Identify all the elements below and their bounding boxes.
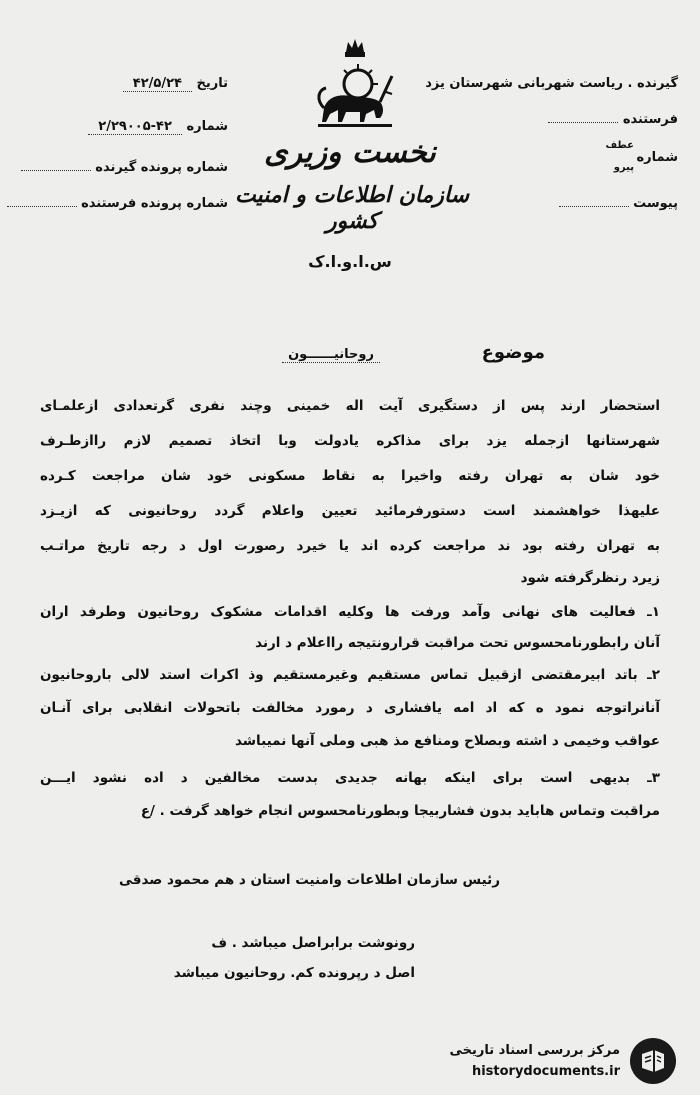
body-line: علیهذا خواهشمند است دستورفرمائید تعیین واعلام گردد روحانیونی که ازیـزد: [40, 503, 660, 519]
recipient-label: گیرنده .: [627, 76, 678, 91]
body-line: مراقبت وتماس هاباید بدون فشاربیجا وبطورنامحسوس انجام خواهد گرفت . /ع: [140, 803, 660, 819]
number-label: شماره: [636, 150, 678, 165]
recipient-field: [425, 76, 678, 91]
organization-code: س.ا.و.ا.ک: [308, 252, 392, 271]
number-peyro: پیرو: [613, 162, 634, 173]
attachment-field: [559, 196, 678, 211]
lion-and-sun-emblem-icon: [310, 36, 400, 136]
doc-number-field: [8, 119, 228, 135]
cc-line-2: اصل د رپرونده کم. روحانیون میباشد: [173, 965, 415, 981]
body-line: ۳ـ بدیهی است برای اینکه بهانه جدیدی بدست مخالفین د اده نشود ایـــن: [40, 770, 660, 786]
signature-line: رئیس سازمان اطلاعات وامنیت استان د هم محمود صدقی: [119, 872, 500, 888]
sender-field: [548, 112, 678, 127]
date-field: [8, 76, 228, 92]
doc-number-label: شماره: [186, 119, 228, 134]
attachment-label: پیوست: [633, 196, 678, 211]
body-line: ۲ـ باتد ابیرمقتضی ازقبیل تماس مستقیم وغیرمستقیم وذ اکرات استد لالی باروحانیون: [40, 667, 660, 683]
number-field: [636, 150, 678, 165]
sender-file-field: [8, 196, 228, 211]
subject-value-wrapper: [282, 347, 380, 362]
sender-label: فرستنده: [622, 112, 678, 127]
date-label: تاریخ: [196, 76, 228, 91]
recipient-value: ریاست شهربانی شهرستان یزد: [425, 76, 623, 91]
ministry-title: نخست وزیری: [264, 135, 436, 170]
body-line: زیرد رنظرگرفته شود: [520, 570, 660, 586]
body-line: شهرستانها ازجمله یزد برای مذاکره یادولت وبا اتخاذ تصمیم لازم راازطـرف: [40, 433, 660, 449]
doc-number-value: ۲/۲۹۰۰۵-۴۲: [88, 119, 182, 135]
date-value: ۴۲/۵/۲۴: [123, 76, 192, 92]
sender-file-label: شماره پرونده فرستنده: [81, 196, 228, 211]
body-line: عواقب وخیمی د اشته وبصلاح ومنافع مذ هبی وملی آنها نمیباشد: [234, 733, 660, 749]
archive-logo-icon: [628, 1036, 678, 1086]
body-line: استحضار ارند پس از دستگیری آیت اله خمینی وچند نفری گرتعدادی ازعلمـای: [40, 398, 660, 414]
recipient-file-field: [8, 160, 228, 175]
body-line: خود شان به تهران رفته واخیرا به نقاط مسکونی خود شان مراجعت کـرده: [40, 468, 660, 484]
body-line: آنانراتوجه نمود ه که اد امه یافشاری د رمورد مخالفت باتحولات انقلابی برای آنـان: [40, 700, 660, 716]
subject-label: موضوع: [481, 342, 545, 363]
organization-title: سازمان اطلاعات و امنیت کشور: [234, 182, 470, 234]
number-atf: عطف: [605, 140, 634, 151]
body-line: ۱ـ فعالیت های نهانی وآمد ورفت ها وکلیه اقدامات مشکوک روحانیون وطرفد اران: [40, 604, 660, 620]
cc-line-1: رونوشت برابراصل میباشد . ف: [211, 935, 415, 951]
watermark-name: مرکز بررسی اسناد تاریخی: [449, 1043, 620, 1058]
watermark-url: historydocuments.ir: [471, 1064, 620, 1079]
subject-value: روحانیــــــون: [282, 347, 380, 363]
recipient-file-label: شماره پرونده گیرنده: [95, 160, 228, 175]
body-line: آنان رابطورنامحسوس تحت مراقبت قرارونتیجه رااعلام د ارند: [255, 635, 660, 651]
body-line: به تهران رفته بود ند مراجعت کرده اند یا خیرد رصورت اول د رجه تاریخ مراتـب: [40, 538, 660, 554]
